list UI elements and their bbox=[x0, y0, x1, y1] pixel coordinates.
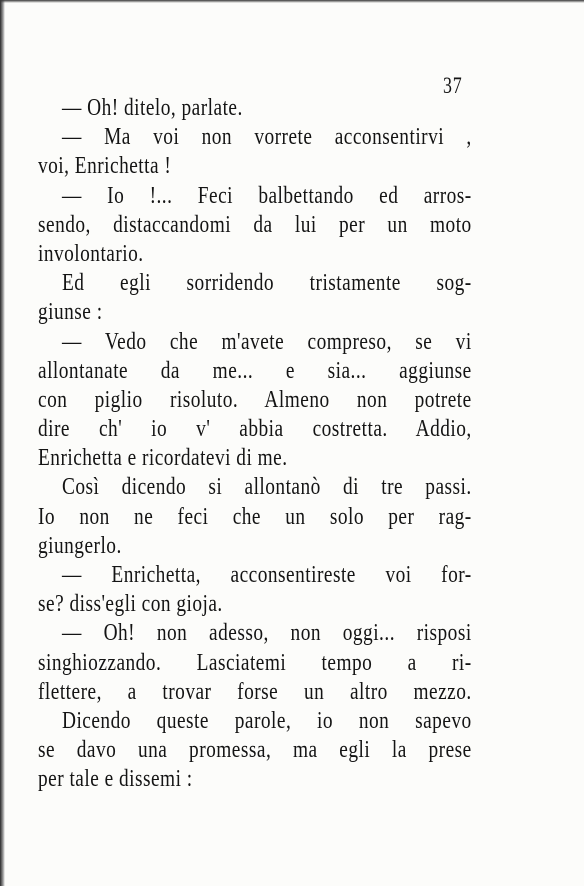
text-line: Così dicendo si allontanò di tre passi. bbox=[61, 473, 472, 501]
text-line: flettere, a trovar forse un altro mezzo. bbox=[38, 677, 472, 705]
text-line: — Oh! non adesso, non oggi... risposi bbox=[61, 619, 472, 647]
text-line: involontario. bbox=[38, 239, 144, 267]
text-line: giungerlo. bbox=[38, 531, 122, 559]
text-line: singhiozzando. Lasciatemi tempo a ri- bbox=[38, 648, 472, 676]
text-line: per tale e dissemi : bbox=[38, 765, 193, 793]
text-line: — Vedo che m'avete compreso, se vi bbox=[61, 327, 472, 355]
text-line: sendo, distaccandomi da lui per un moto bbox=[38, 210, 472, 238]
text-line: Dicendo queste parole, io non sapevo bbox=[61, 706, 472, 734]
page-number: 37 bbox=[443, 73, 463, 98]
text-line: Ed egli sorridendo tristamente sog- bbox=[61, 269, 472, 297]
text-line: Enrichetta e ricordatevi di me. bbox=[38, 444, 288, 472]
text-line: allontanate da me... e sia... aggiunse bbox=[38, 356, 472, 384]
text-line: se? diss'egli con gioja. bbox=[38, 590, 223, 618]
page-left-edge-shadow bbox=[0, 0, 5, 886]
text-line: voi, Enrichetta ! bbox=[38, 152, 172, 180]
text-line: Io non ne feci che un solo per rag- bbox=[38, 502, 472, 530]
text-line: dire ch' io v' abbia costretta. Addio, bbox=[38, 415, 472, 443]
text-line: — Io !... Feci balbettando ed arros- bbox=[61, 181, 472, 209]
text-line: — Oh! ditelo, parlate. bbox=[61, 94, 243, 121]
page-top-edge-shadow bbox=[0, 0, 584, 3]
text-line: giunse : bbox=[38, 298, 103, 326]
text-line: con piglio risoluto. Almeno non potrete bbox=[38, 385, 472, 413]
body-text bbox=[38, 93, 472, 794]
text-line: — Ma voi non vorrete acconsentirvi , bbox=[61, 123, 472, 151]
text-line: — Enrichetta, acconsentireste voi for- bbox=[61, 561, 472, 588]
text-line: se davo una promessa, ma egli la prese bbox=[38, 736, 472, 764]
